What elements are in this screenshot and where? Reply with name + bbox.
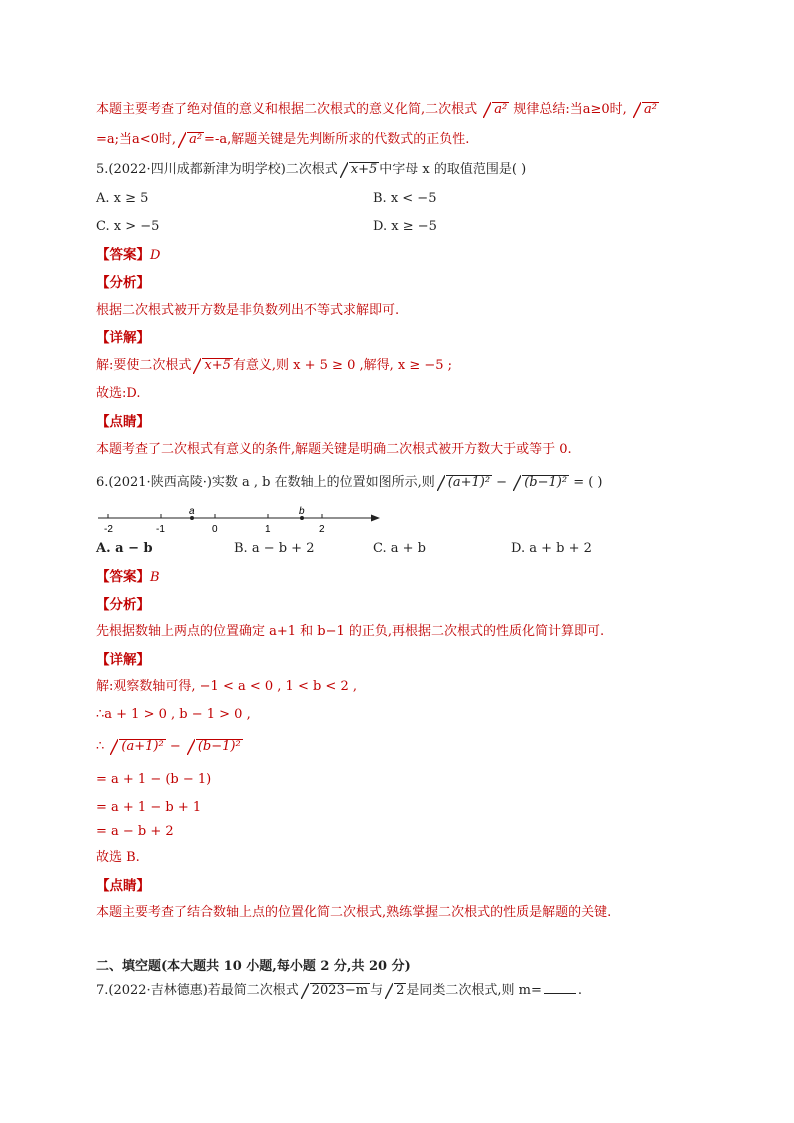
- q5-answer: 【答案】D: [96, 247, 161, 263]
- sqrt-expr-a: (a+1)²: [110, 738, 165, 756]
- q6-analysis-text: 先根据数轴上两点的位置确定 a+1 和 b−1 的正负,再根据二次根式的性质化简计算即可.: [96, 624, 605, 639]
- question-7: 7.(2022·吉林德惠)若最简二次根式 2023−m 与 2 是同类二次根式,则 m= .: [96, 983, 583, 998]
- q6-comment-label: 【点睛】: [96, 878, 150, 894]
- question-6: 6.(2021·陕西高陵·)实数 a , b 在数轴上的位置如图所示,则 (a+1)² − (b−1)² = ( ): [96, 475, 603, 490]
- q6-step-1: 解:观察数轴可得, −1 < a < 0 , 1 < b < 2 ,: [96, 679, 357, 694]
- answer-blank[interactable]: [544, 981, 576, 994]
- q6-choose: 故选 B.: [96, 850, 140, 865]
- tick-label: 0: [212, 524, 218, 535]
- q5-option-b: B. x < −5: [373, 191, 437, 206]
- arrow-head-icon: [371, 515, 380, 522]
- sqrt-a2-3: a²: [178, 131, 204, 149]
- tick-label: -2: [104, 524, 113, 535]
- q5-comment-label: 【点睛】: [96, 414, 150, 430]
- sqrt-x-plus-5: x+5: [340, 161, 380, 179]
- q6-option-b: B. a − b + 2: [234, 541, 315, 556]
- q5-option-d: D. x ≥ −5: [373, 219, 437, 234]
- q5-choose: 故选:D.: [96, 386, 141, 401]
- sqrt-2023-minus-m: 2023−m: [301, 982, 370, 1000]
- sqrt-a2: a²: [483, 101, 509, 119]
- sqrt-x-plus-5-detail: x+5: [193, 357, 233, 375]
- sqrt-b-minus-1-sq: (b−1)²: [513, 474, 569, 492]
- q6-detail-label: 【详解】: [96, 652, 150, 668]
- q6-analysis-label: 【分析】: [96, 597, 150, 613]
- sqrt-expr-b: (b−1)²: [187, 738, 243, 756]
- summary-line-2: =a;当a<0时, a² =-a,解题关键是先判断所求的代数式的正负性.: [96, 132, 470, 147]
- question-5: 5.(2022·四川成都新津为明学校)二次根式 x+5 中字母 x 的取值范围是( ): [96, 162, 527, 177]
- sqrt-a2-2: a²: [633, 101, 659, 119]
- section-2-title: 二、填空题(本大题共 10 小题,每小题 2 分,共 20 分): [96, 959, 411, 974]
- q5-analysis-label: 【分析】: [96, 275, 150, 291]
- tick-label: 2: [319, 524, 325, 535]
- tick-label: -1: [156, 524, 165, 535]
- q6-option-d: D. a + b + 2: [511, 541, 592, 556]
- point-b-label: b: [299, 506, 305, 517]
- point-a-label: a: [189, 506, 195, 517]
- q6-option-a: A. a − b: [96, 541, 153, 556]
- q5-option-c: C. x > −5: [96, 219, 160, 234]
- q5-detail-text: 解:要使二次根式 x+5 有意义,则 x + 5 ≥ 0 ,解得, x ≥ −5 ;: [96, 358, 453, 373]
- summary-line-1: 本题主要考查了绝对值的意义和根据二次根式的意义化简,二次根式 a² 规律总结:当a≥0时, a²: [96, 102, 657, 117]
- number-line: [96, 506, 386, 540]
- q5-option-a: A. x ≥ 5: [96, 191, 149, 206]
- q6-option-c: C. a + b: [373, 541, 426, 556]
- q6-step-6: = a − b + 2: [96, 824, 174, 839]
- q6-step-2: ∴a + 1 > 0 , b − 1 > 0 ,: [96, 707, 251, 722]
- q6-comment-text: 本题主要考查了结合数轴上点的位置化简二次根式,熟练掌握二次根式的性质是解题的关键.: [96, 905, 612, 920]
- q6-step-5: = a + 1 − b + 1: [96, 800, 202, 815]
- q5-comment-text: 本题考查了二次根式有意义的条件,解题关键是明确二次根式被开方数大于或等于 0.: [96, 442, 572, 457]
- q5-detail-label: 【详解】: [96, 330, 150, 346]
- q6-answer: 【答案】B: [96, 569, 160, 585]
- q5-analysis-text: 根据二次根式被开方数是非负数列出不等式求解即可.: [96, 303, 400, 318]
- q6-step-4: = a + 1 − (b − 1): [96, 772, 212, 787]
- tick-label: 1: [265, 524, 271, 535]
- sqrt-a-plus-1-sq: (a+1)²: [437, 474, 492, 492]
- sqrt-2: 2: [385, 982, 406, 1000]
- q6-step-3: ∴ (a+1)² − (b−1)²: [96, 739, 241, 754]
